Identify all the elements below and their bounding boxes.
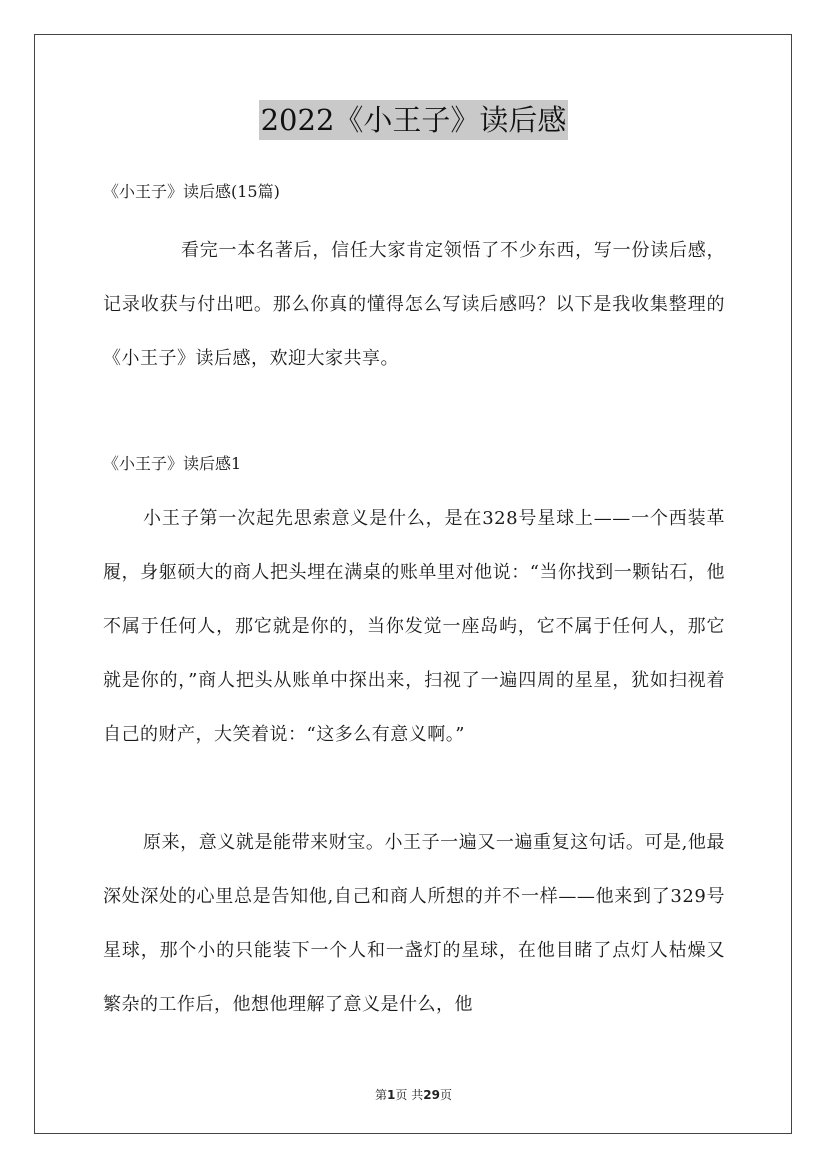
- document-title: 2022《小王子》读后感: [259, 100, 569, 140]
- body-paragraph-1: 小王子第一次起先思索意义是什么，是在328号星球上——一个西装革履，身躯硕大的商人把头埋在满桌的账单里对他说：“当你找到一颗钻石，他不属于任何人，那它就是你的，当你发觉一座岛屿，它不属于任何人，那它就是你的，”商人把头从账单中探出来，扫视了一遍四周的星星，犹如扫视着自己的财产，大笑着说：“这多么有意义啊。”: [103, 508, 725, 745]
- footer-mid: 页 共: [395, 1088, 424, 1102]
- section-heading: 《小王子》读后感1: [103, 454, 242, 473]
- footer-suffix: 页: [439, 1088, 452, 1102]
- document-subtitle: 《小王子》读后感(15篇): [103, 182, 280, 201]
- title-container: [0, 100, 827, 140]
- footer-page-number: 1: [387, 1088, 396, 1102]
- intro-paragraph: 看完一本名著后，信任大家肯定领悟了不少东西，写一份读后感，记录收获与付出吧。那么你真的懂得怎么写读后感吗？以下是我收集整理的《小王子》读后感，欢迎大家共享。: [103, 240, 725, 369]
- body-paragraph-2: 原来，意义就是能带来财宝。小王子一遍又一遍重复这句话。可是,他最深处深处的心里总是告知他,自己和商人所想的并不一样——他来到了329号星球，那个小的只能装下一个人和一盏灯的星球，在他目睹了点灯人枯燥又繁杂的工作后，他想他理解了意义是什么，他: [103, 832, 725, 1015]
- footer-prefix: 第: [375, 1088, 388, 1102]
- page-footer: [0, 1086, 827, 1103]
- footer-total-pages: 29: [423, 1088, 440, 1102]
